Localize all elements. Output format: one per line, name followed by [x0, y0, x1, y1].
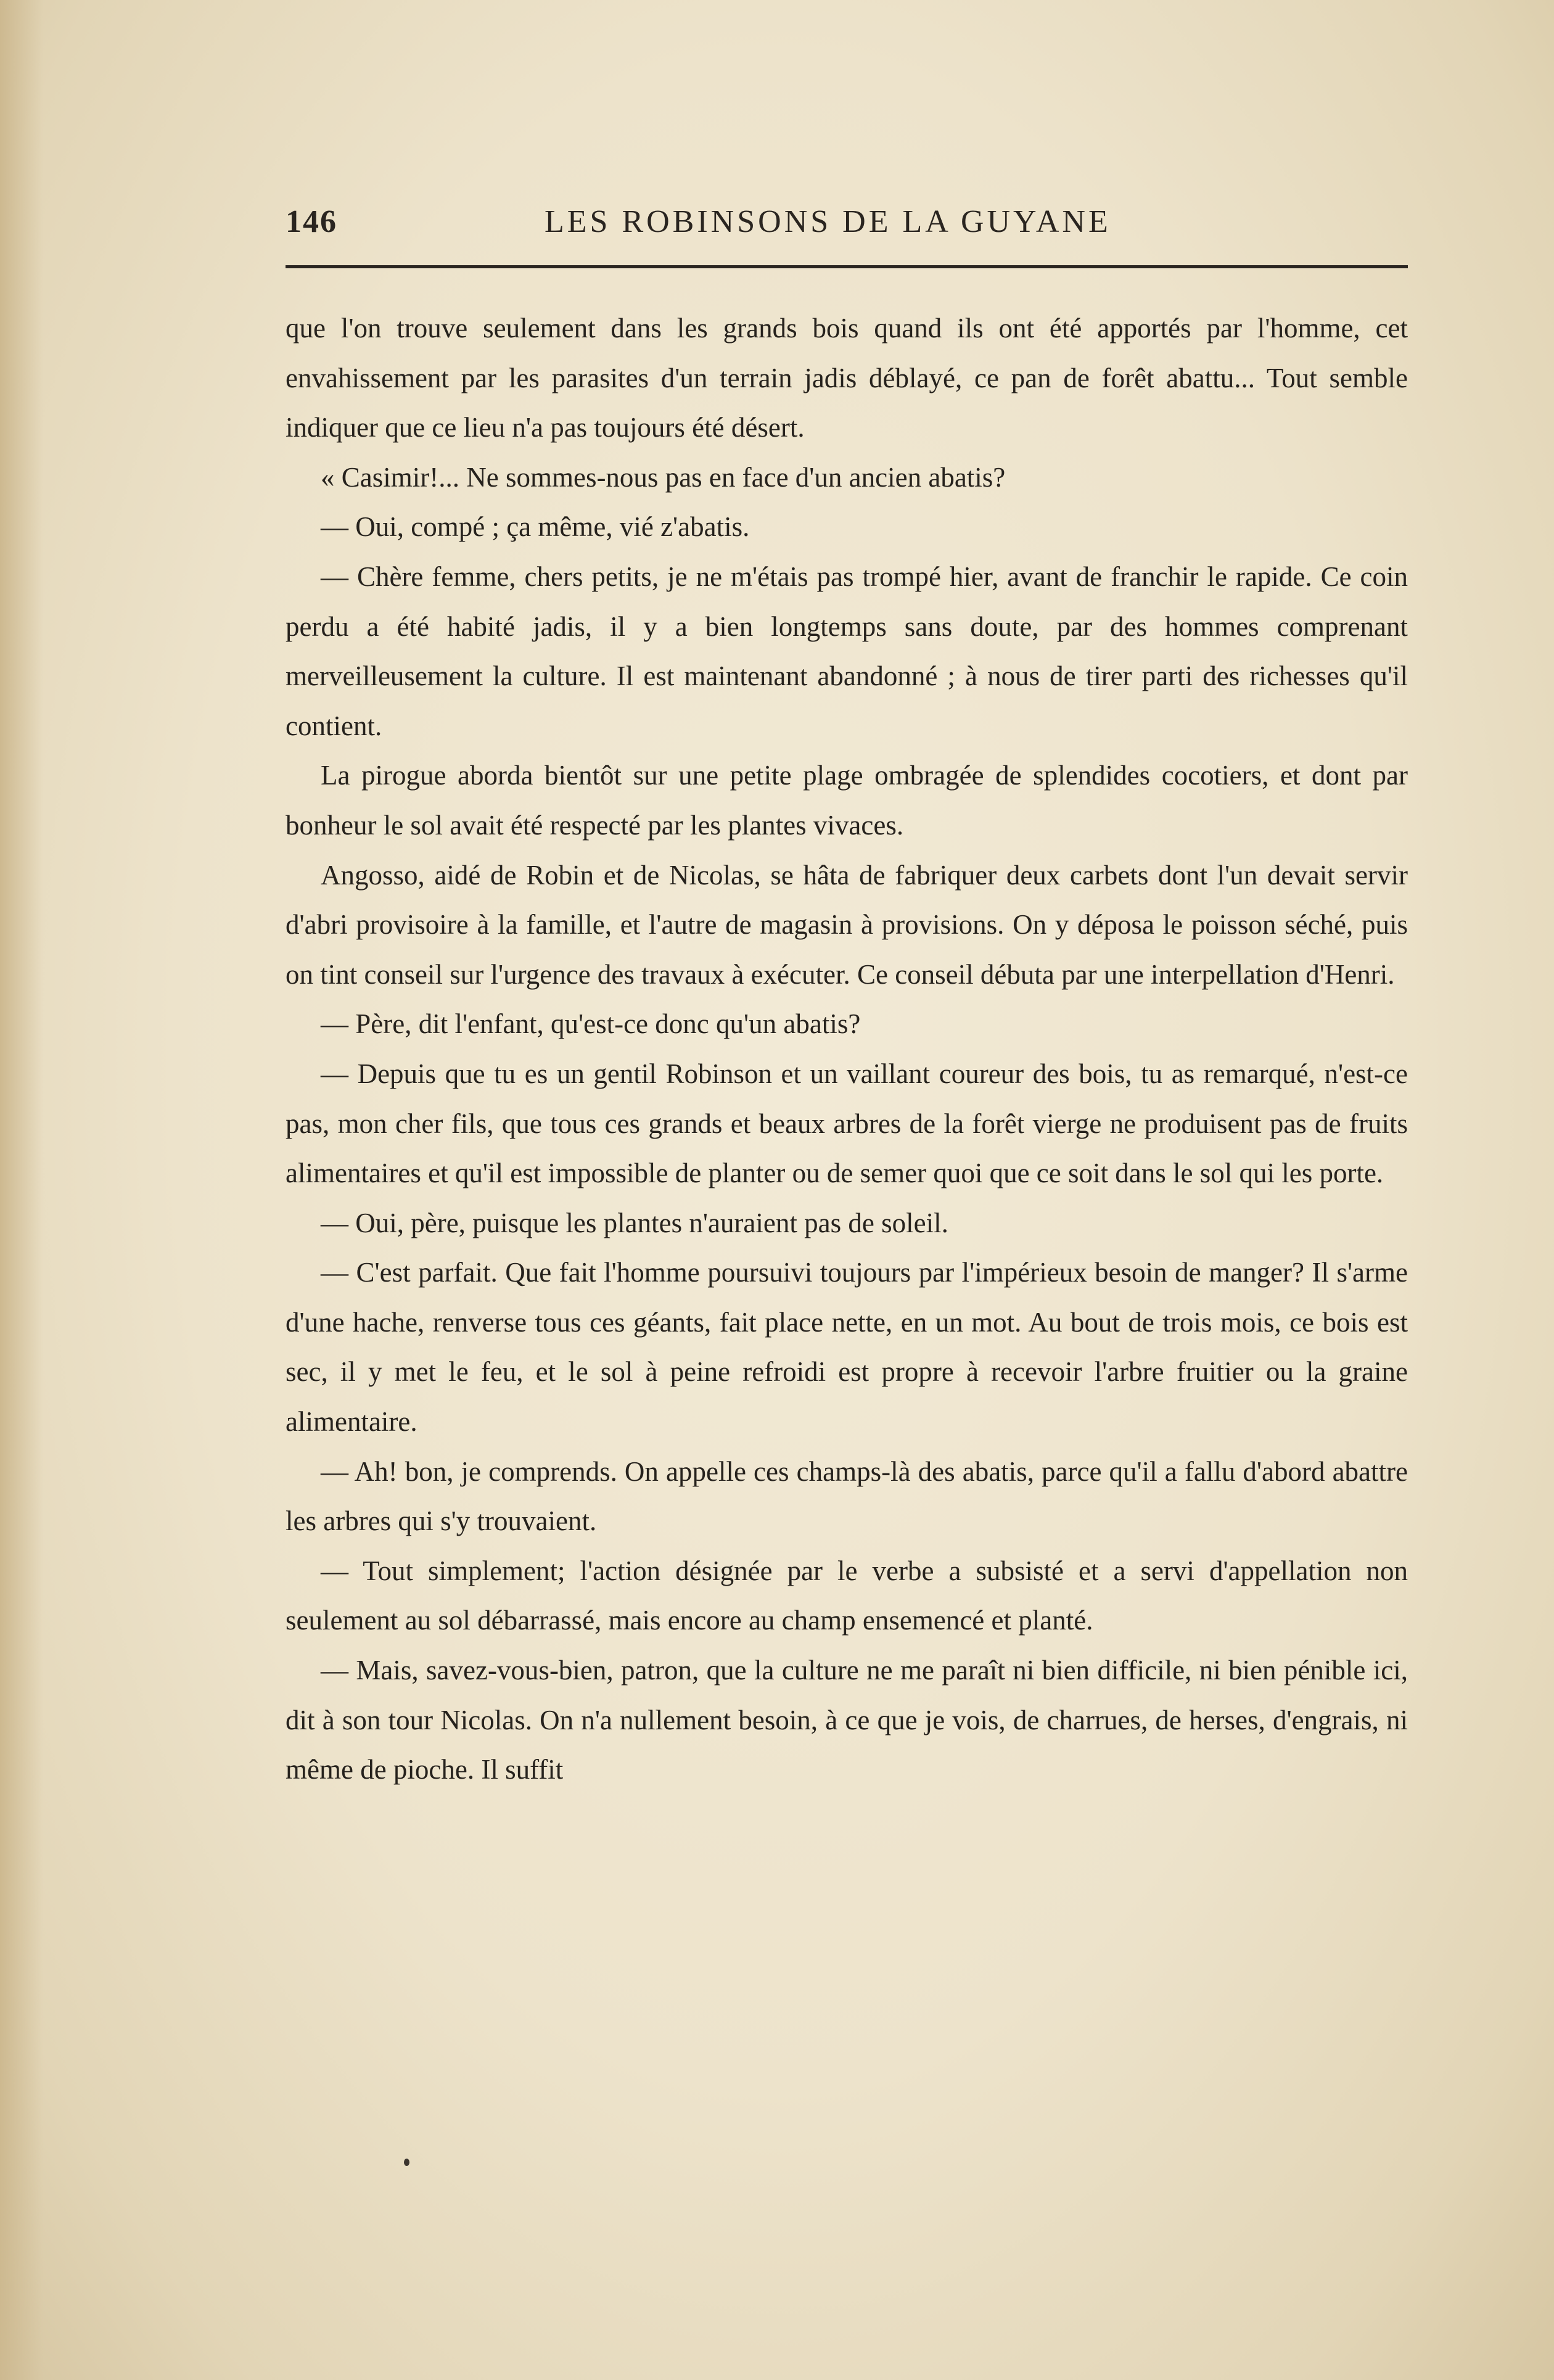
paragraph: — Mais, savez-vous-bien, patron, que la culture ne me paraît ni bien difficile, ni bien pénible ici, dit à son tour Nicolas. On n'a nullement besoin, à ce que je vois, de charrues, de herses, d'engrais, ni même de pioche. Il suffit [286, 1655, 1408, 1785]
page-edge-shadow [0, 0, 43, 2380]
paragraph: — Oui, compé ; ça même, vié z'abatis. [321, 511, 750, 543]
ink-speck [404, 2159, 409, 2166]
paragraph: Angosso, aidé de Robin et de Nicolas, se hâta de fabriquer deux carbets dont l'un devait servir d'abri provisoire à la famille, et l'autre de magasin à provisions. On y déposa le poisson séché, puis on tint conseil sur l'urgence des travaux à exécuter. Ce conseil débuta par une interpellation d'Henri. [286, 859, 1408, 990]
paragraph: que l'on trouve seulement dans les grands bois quand ils ont été apportés par l'homme, cet envahissement par les parasites d'un terrain jadis déblayé, ce pan de forêt abattu... Tout semble indiquer que ce lieu n'a pas toujours été désert. [286, 313, 1408, 443]
paragraph: — C'est parfait. Que fait l'homme poursuivi toujours par l'impérieux besoin de manger? Il s'arme d'une hache, renverse tous ces géants, fait place nette, en un mot. Au bout de trois mois, ce bois est sec, il y met le feu, et le sol à peine refroidi est propre à recevoir l'arbre fruitier ou la graine alimentaire. [286, 1257, 1408, 1438]
paragraph: « Casimir!... Ne sommes-nous pas en face d'un ancien abatis? [321, 461, 1006, 493]
paragraph: — Tout simplement; l'action désignée par le verbe a subsisté et a servi d'appellation non seulement au sol débarrassé, mais encore au champ ensemencé et planté. [286, 1555, 1408, 1636]
body-text [286, 303, 1408, 1795]
paragraph: — Oui, père, puisque les plantes n'auraient pas de soleil. [321, 1207, 948, 1238]
paragraph: — Chère femme, chers petits, je ne m'étais pas trompé hier, avant de franchir le rapide. Ce coin perdu a été habité jadis, il y a bien longtemps sans doute, par des hommes comprenant merveilleusement la culture. Il est maintenant abandonné ; à nous de tirer parti des richesses qu'il contient. [286, 561, 1408, 741]
paragraph: — Père, dit l'enfant, qu'est-ce donc qu'un abatis? [321, 1008, 861, 1040]
paragraph: La pirogue aborda bientôt sur une petite plage ombragée de splendides cocotiers, et dont par bonheur le sol avait été respecté par les plantes vivaces. [286, 760, 1408, 841]
running-title: LES ROBINSONS DE LA GUYANE [545, 204, 1111, 239]
paragraph: — Depuis que tu es un gentil Robinson et un vaillant coureur des bois, tu as remarqué, n'est-ce pas, mon cher fils, que tous ces grands et beaux arbres de la forêt vierge ne produisent pas de fruits alimentaires et qu'il est impossible de planter ou de semer quoi que ce soit dans le sol qui les porte. [286, 1058, 1408, 1189]
paragraph: — Ah! bon, je comprends. On appelle ces champs-là des abatis, parce qu'il a fallu d'abord abattre les arbres qui s'y trouvaient. [286, 1456, 1408, 1537]
page-header [286, 196, 1408, 245]
header-rule [286, 265, 1408, 268]
page-number: 146 [286, 204, 337, 239]
